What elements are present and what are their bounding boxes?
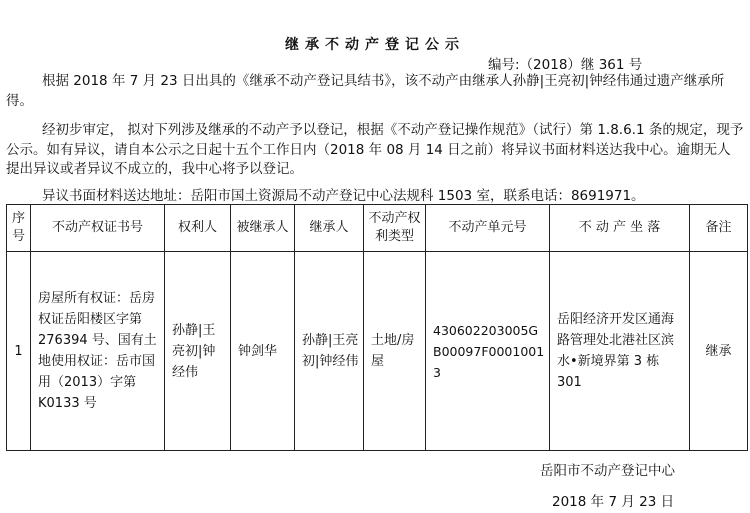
cell-heir: 孙静|王亮初|钟经伟 (295, 252, 364, 451)
table-row (7, 252, 748, 451)
cell-location: 岳阳经济开发区通海路管理处北港社区滨水•新境界第 3 栋 301 (550, 252, 690, 451)
cell-decedent: 钟剑华 (231, 252, 295, 451)
header-right-type: 不动产权利类型 (364, 205, 426, 252)
header-cert: 不动产权证书号 (31, 205, 165, 252)
property-table (6, 204, 748, 451)
header-seq: 序号 (7, 205, 31, 252)
notice-paragraph-2: 经初步审定， 拟对下列涉及继承的不动产予以登记，根据《不动产登记操作规范》（试行）第 1.8.6.1 条的规定，现予公示。如有异议，请自本公示之日起十五个工作日内（2018 年 08 月 14 日之前）将异议书面材料送达我中心。逾期无人提出异议或者异议不成立的，我中心将予以登记。 (6, 122, 744, 177)
header-heir: 继承人 (295, 205, 364, 252)
header-location: 不 动 产 坐 落 (550, 205, 690, 252)
document-number: 编号:（2018）继 361 号 (488, 57, 643, 73)
issuer-name: 岳阳市不动产登记中心 (540, 463, 675, 479)
cell-unit-no: 430602203005GB00097F00010013 (426, 252, 550, 451)
cell-seq: 1 (7, 252, 31, 451)
cell-cert: 房屋所有权证：岳房权证岳阳楼区字第 276394 号、国有土地使用权证：岳市国用（2013）字第 K0133 号 (31, 252, 165, 451)
issue-date: 2018 年 7 月 23 日 (552, 494, 675, 510)
header-remark: 备注 (690, 205, 748, 252)
header-decedent: 被继承人 (231, 205, 295, 252)
header-holder: 权利人 (165, 205, 231, 252)
header-unit-no: 不动产单元号 (426, 205, 550, 252)
objection-address: 异议书面材料送达地址：岳阳市国土资源局不动产登记中心法规科 1503 室，联系电话：8691971。 (42, 188, 645, 204)
cell-remark: 继承 (690, 252, 748, 451)
notice-title: 继承不动产登记公示 (285, 37, 465, 53)
table-header-row (7, 205, 748, 252)
cell-right-type: 土地/房屋 (364, 252, 426, 451)
cell-holder: 孙静|王亮初|钟经伟 (165, 252, 231, 451)
notice-paragraph-1: 根据 2018 年 7 月 23 日出具的《继承不动产登记具结书》，该不动产由继承人孙静|王亮初|钟经伟通过遗产继承所得。 (6, 73, 725, 109)
